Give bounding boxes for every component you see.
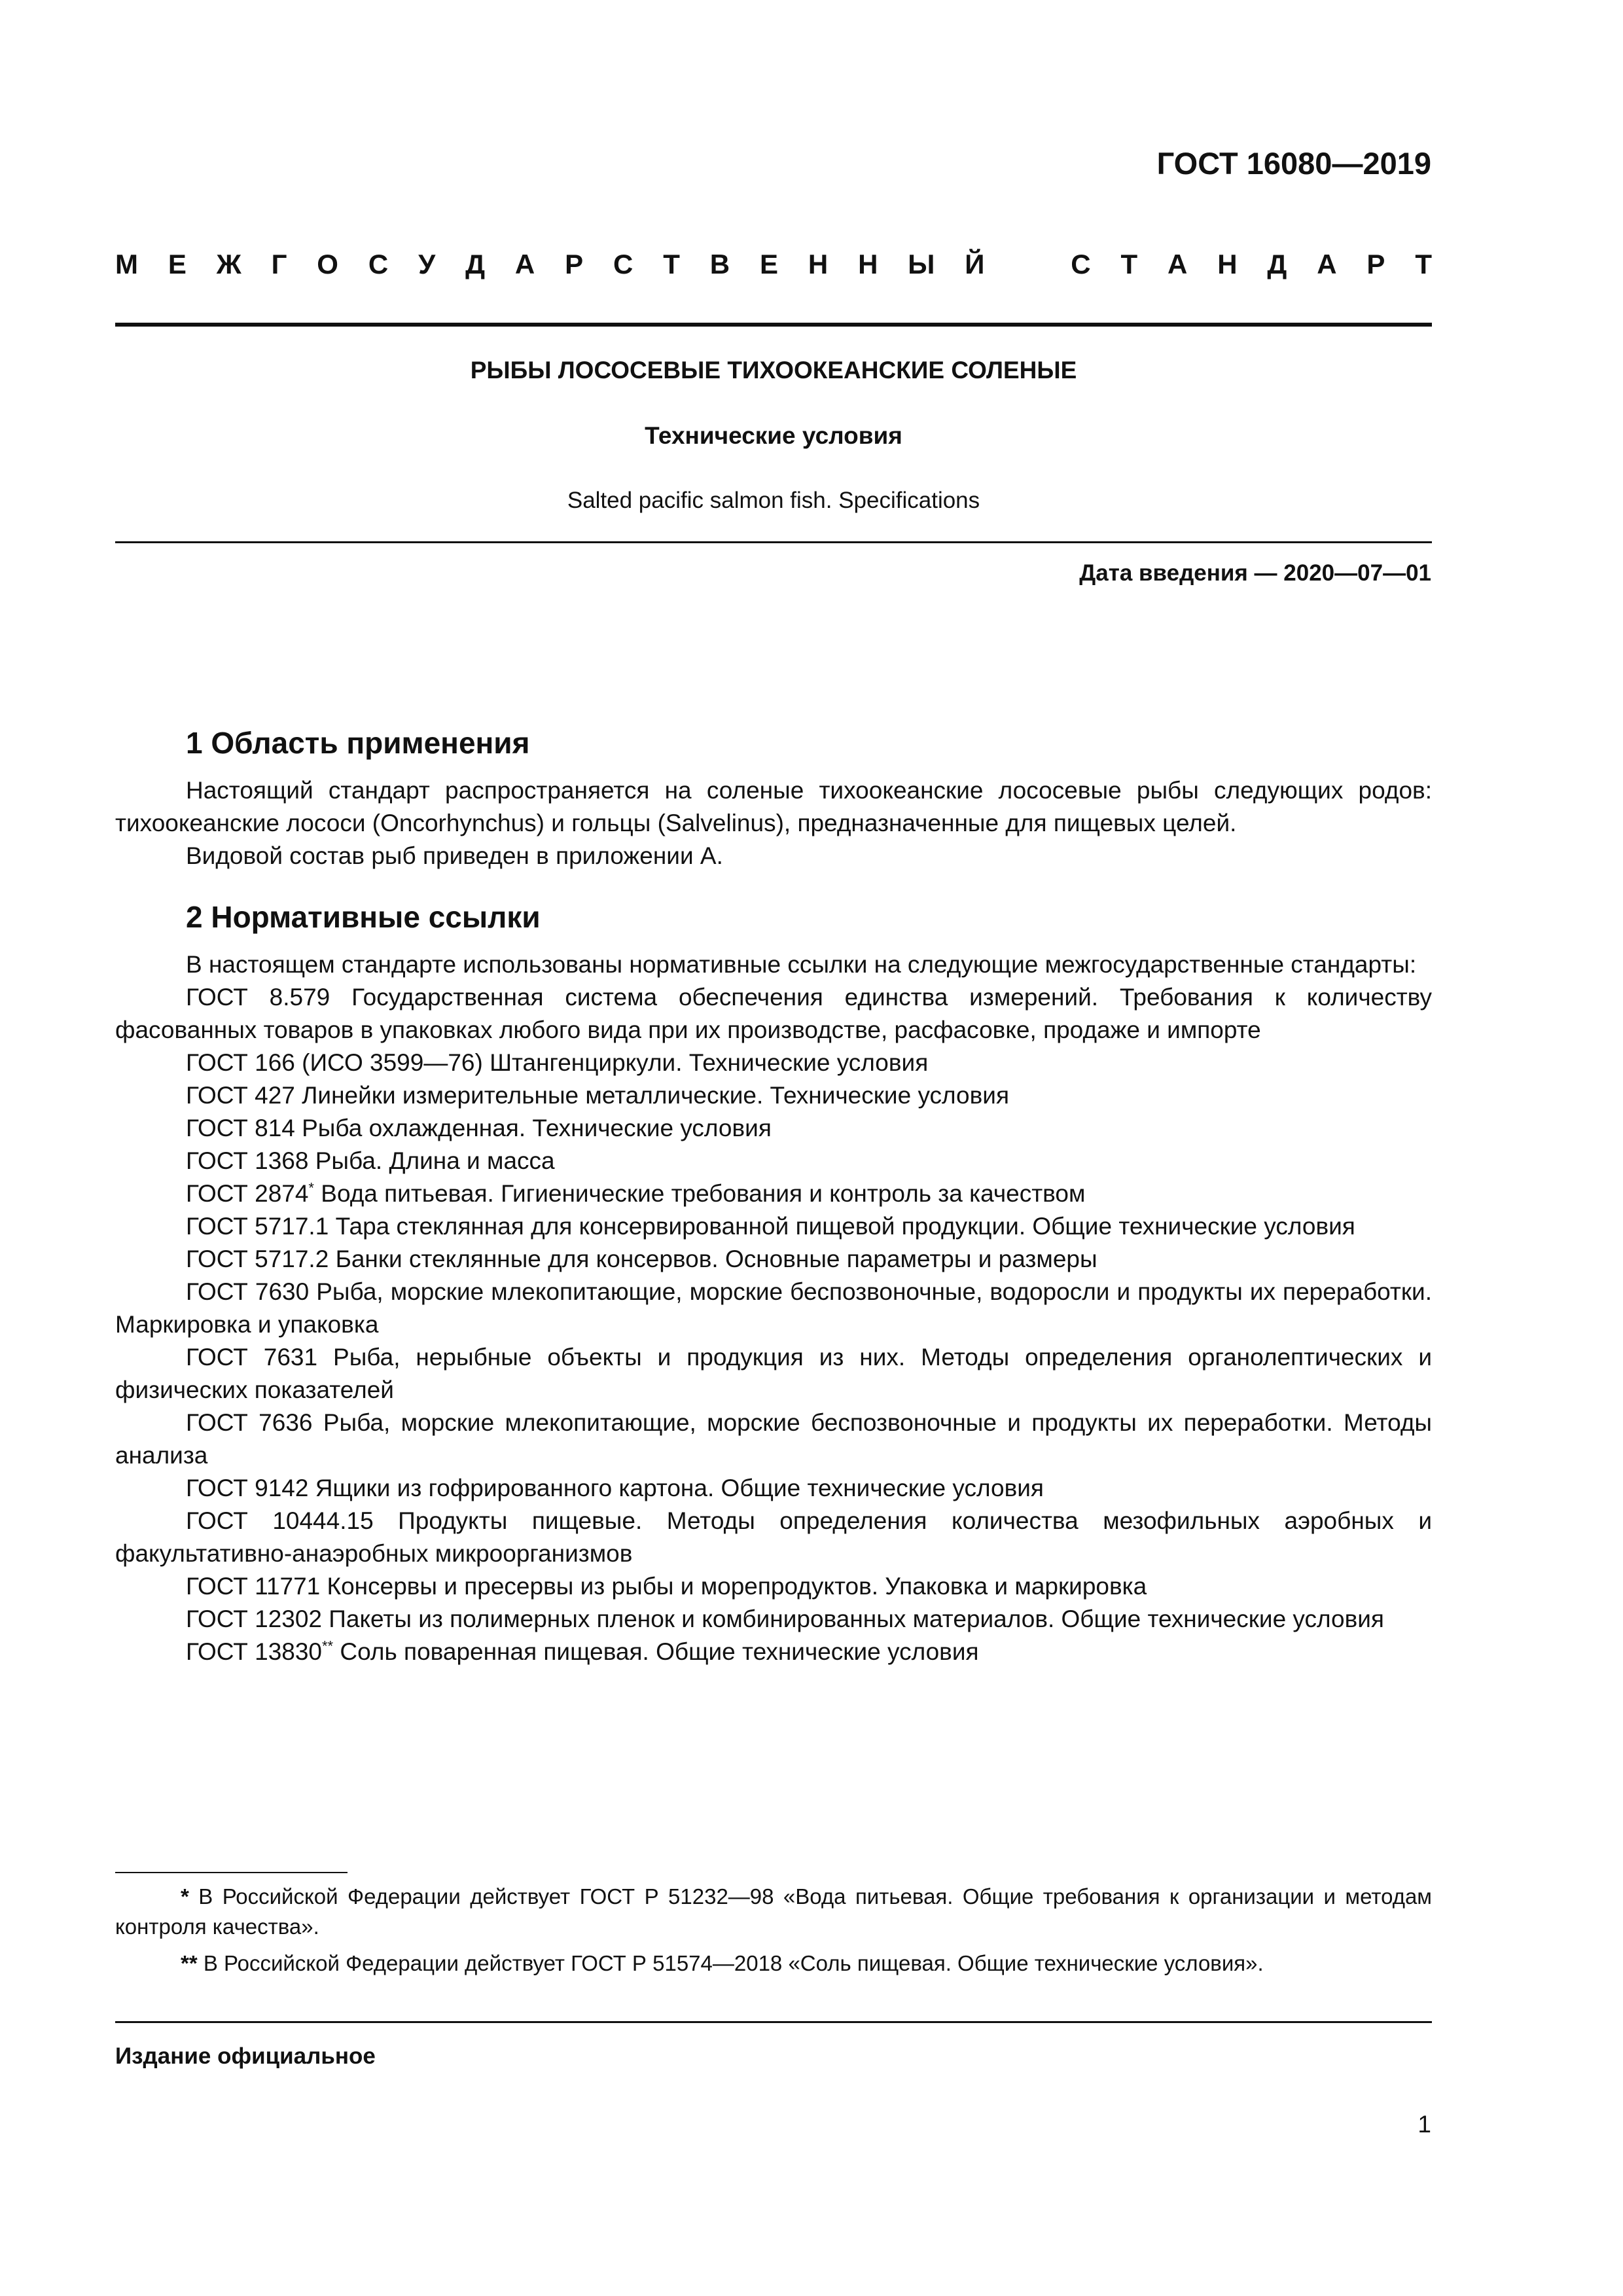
banner-letter: Е — [759, 249, 778, 279]
section-1-heading: 1 Область применения — [186, 726, 530, 760]
banner-letter: Д — [465, 249, 485, 279]
reference-code: ГОСТ 166 — [186, 1049, 295, 1076]
reference-code: ГОСТ 7630 — [186, 1278, 310, 1305]
banner-letter: Г — [271, 249, 287, 279]
reference-title: Рыба, морские млекопитающие, морские беспозвоночные и продукты их переработки. Методы анализа — [115, 1409, 1433, 1469]
header-rule — [115, 323, 1432, 327]
reference-item — [115, 1570, 1432, 1603]
banner-letter: С — [1071, 249, 1091, 279]
footnote — [115, 1882, 1432, 1942]
banner-letter: Д — [1267, 249, 1287, 279]
reference-code: ГОСТ 11771 — [186, 1573, 321, 1600]
reference-title: Линейки измерительные металлические. Технические условия — [302, 1082, 1009, 1109]
section-2-intro: В настоящем стандарте использованы нормативные ссылки на следующие межгосударственные стандарты: — [186, 951, 1417, 978]
reference-title: Соль поваренная пищевая. Общие технические условия — [340, 1638, 979, 1665]
banner-letter: М — [115, 249, 138, 279]
footnote-text: В Российской Федерации действует ГОСТ Р 51232—98 «Вода питьевая. Общие требования к организации и методам контроля качества». — [115, 1884, 1432, 1939]
reference-item — [115, 1276, 1432, 1341]
footer-rule — [115, 2021, 1432, 2023]
banner-letter: Н — [1217, 249, 1238, 279]
reference-title: Продукты пищевые. Методы определения количества мезофильных аэробных и факультативно-анаэробных микроорганизмов — [115, 1507, 1433, 1567]
standard-title: РЫБЫ ЛОСОСЕВЫЕ ТИХООКЕАНСКИЕ СОЛЕНЫЕ — [470, 357, 1077, 384]
reference-code: ГОСТ 5717.1 — [186, 1213, 329, 1240]
reference-code: ГОСТ 5717.2 — [186, 1246, 329, 1272]
section-1-paragraph: Видовой состав рыб приведен в приложении А. — [186, 842, 723, 869]
reference-title: Вода питьевая. Гигиенические требования и контроль за качеством — [321, 1180, 1086, 1207]
document-code: ГОСТ 16080—2019 — [1156, 146, 1431, 181]
reference-title: Рыба. Длина и масса — [315, 1147, 555, 1174]
standard-subtitle: Технические условия — [645, 422, 902, 449]
reference-title: Рыба, морские млекопитающие, морские беспозвоночные, водоросли и продукты их переработки. Маркировка и упаковка — [115, 1278, 1432, 1338]
reference-title: Банки стеклянные для консервов. Основные параметры и размеры — [335, 1246, 1097, 1272]
reference-item — [115, 1210, 1432, 1243]
footnote-marker: * — [308, 1179, 314, 1196]
banner-letter: Р — [565, 249, 584, 279]
section-1-paragraph: Настоящий стандарт распространяется на соленые тихоокеанские лососевые рыбы следующих родов: тихоокеанские лососи (Oncorhynchus) и гольцы (Salvelinus), предназначенные для пищевых целей. — [115, 777, 1432, 836]
banner-letter: С — [613, 249, 633, 279]
section-2-heading: 2 Нормативные ссылки — [186, 900, 541, 934]
banner-gap — [1014, 249, 1041, 280]
edition-label: Издание официальное — [115, 2043, 376, 2069]
reference-code: ГОСТ 9142 — [186, 1475, 309, 1501]
banner-letter: О — [317, 249, 338, 279]
reference-item — [115, 1603, 1432, 1636]
banner-letter: Т — [663, 249, 680, 279]
footnote — [115, 1948, 1432, 1979]
reference-title: Ящики из гофрированного картона. Общие технические условия — [315, 1475, 1044, 1501]
reference-code: ГОСТ 7636 — [186, 1409, 313, 1436]
reference-item — [115, 1243, 1432, 1276]
banner-letter: Т — [1120, 249, 1138, 279]
reference-code: ГОСТ 427 — [186, 1082, 295, 1109]
reference-item — [115, 1505, 1432, 1570]
banner-letter: Ы — [908, 249, 935, 279]
footnote-rule — [115, 1872, 348, 1873]
banner-letter: Н — [808, 249, 829, 279]
reference-item — [115, 1112, 1432, 1145]
reference-item — [115, 1177, 1432, 1210]
reference-code: ГОСТ 12302 — [186, 1605, 322, 1632]
reference-item — [115, 1341, 1432, 1407]
banner-letter: Н — [858, 249, 878, 279]
reference-title: Консервы и пресервы из рыбы и морепродуктов. Упаковка и маркировка — [327, 1573, 1147, 1600]
banner-letter: У — [418, 249, 436, 279]
banner-letter: А — [1167, 249, 1188, 279]
reference-item — [115, 1079, 1432, 1112]
banner-letter: Ж — [216, 249, 241, 279]
reference-title: Рыба, нерыбные объекты и продукция из них. Методы определения органолептических и физических показателей — [115, 1344, 1433, 1403]
reference-item — [115, 981, 1432, 1047]
banner-letter: Т — [1415, 249, 1432, 279]
reference-item — [115, 1636, 1432, 1668]
reference-title: (ИСО 3599—76) Штангенциркули. Технические условия — [302, 1049, 929, 1076]
title-rule — [115, 541, 1432, 543]
reference-code: ГОСТ 10444.15 — [186, 1507, 374, 1534]
reference-item — [115, 1472, 1432, 1505]
introduction-date: Дата введения — 2020—07—01 — [1079, 560, 1431, 586]
reference-code: ГОСТ 2874 — [186, 1180, 309, 1207]
footnote-text: В Российской Федерации действует ГОСТ Р 51574—2018 «Соль пищевая. Общие технические условия». — [203, 1951, 1264, 1975]
footnote-marker: * — [181, 1884, 189, 1909]
reference-code: ГОСТ 814 — [186, 1115, 295, 1141]
banner-letter: Й — [965, 249, 985, 279]
reference-code: ГОСТ 1368 — [186, 1147, 309, 1174]
banner-letter: А — [1317, 249, 1337, 279]
reference-code: ГОСТ 7631 — [186, 1344, 318, 1371]
banner-letter: А — [514, 249, 535, 279]
reference-title: Рыба охлажденная. Технические условия — [302, 1115, 772, 1141]
main-body — [115, 723, 1432, 1668]
footnotes — [115, 1882, 1432, 1985]
footnote-marker: ** — [322, 1638, 334, 1655]
reference-title: Тара стеклянная для консервированной пищевой продукции. Общие технические условия — [335, 1213, 1355, 1240]
banner-letter: Е — [168, 249, 187, 279]
english-title: Salted pacific salmon fish. Specifications — [567, 488, 980, 513]
footnote-marker: ** — [181, 1951, 198, 1975]
reference-code: ГОСТ 8.579 — [186, 984, 330, 1011]
reference-code: ГОСТ 13830 — [186, 1638, 322, 1665]
reference-item — [115, 1407, 1432, 1472]
reference-item — [115, 1145, 1432, 1177]
normative-references-list — [115, 981, 1432, 1668]
page-number: 1 — [1418, 2111, 1431, 2138]
banner-letter: С — [368, 249, 389, 279]
banner-letter: Р — [1366, 249, 1385, 279]
reference-item — [115, 1047, 1432, 1079]
reference-title: Государственная система обеспечения единства измерений. Требования к количеству фасованных товаров в упаковках любого вида при их производстве, расфасовке, продаже и импорте — [115, 984, 1432, 1043]
reference-title: Пакеты из полимерных пленок и комбинированных материалов. Общие технические условия — [329, 1605, 1384, 1632]
banner-letter: В — [709, 249, 730, 279]
interstate-standard-banner — [115, 249, 1432, 280]
